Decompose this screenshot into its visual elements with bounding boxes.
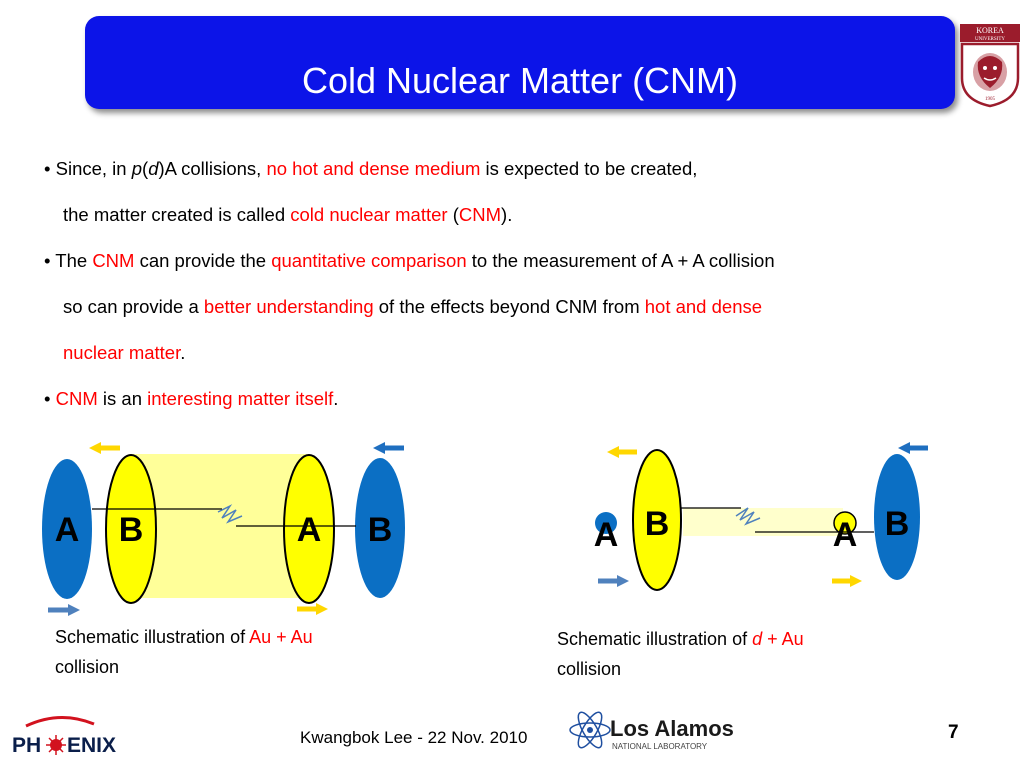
text-run: )A collisions, [158, 158, 267, 179]
highlight-text: cold nuclear matter [290, 204, 448, 225]
korea-logo-top-text: KOREA [976, 26, 1004, 35]
caption-highlight: Au + Au [249, 627, 313, 647]
highlight-text: interesting matter itself [147, 388, 334, 409]
bullet-list [44, 146, 1004, 422]
bullet-2-line-3 [44, 330, 1004, 376]
highlight-text: hot and dense [644, 296, 763, 317]
text-run: ). [501, 204, 513, 225]
caption-highlight: + Au [762, 629, 804, 649]
lanl-name: Los Alamos [610, 716, 734, 741]
lanl-subtitle: NATIONAL LABORATORY [612, 742, 708, 751]
page-number: 7 [948, 722, 959, 743]
caption-text: collision [557, 659, 622, 679]
highlight-text: better understanding [203, 296, 374, 317]
label-b: B [118, 511, 144, 549]
text-run: to the measurement of A + A collision [466, 250, 775, 271]
sun-icon [46, 735, 66, 755]
text-run: Since, in [50, 158, 132, 179]
bullet-marker: • [44, 388, 51, 409]
korea-logo-year: 1905 [985, 97, 995, 102]
caption-d-au [557, 624, 804, 684]
label-a: A [832, 516, 858, 554]
collision-diagrams [0, 420, 1024, 650]
label-b: B [884, 505, 910, 543]
phenix-text-left: PH [12, 734, 42, 757]
highlight-text: CNM [92, 250, 135, 271]
caption-highlight-italic: d [752, 629, 763, 649]
au-au-diagram [42, 448, 405, 610]
footer-author: Kwangbok Lee - 22 Nov. 2010 [300, 728, 528, 747]
highlight-text: nuclear matter [63, 342, 181, 363]
text-run: can provide the [134, 250, 272, 271]
atom-icon [570, 709, 610, 751]
caption-text: collision [55, 657, 120, 677]
label-b: B [367, 511, 393, 549]
text-run: . [180, 342, 186, 363]
highlight-text: no hot and dense medium [266, 158, 481, 179]
caption-text: Schematic illustration of [557, 629, 753, 649]
korea-university-logo [958, 22, 1022, 108]
phenix-logo [12, 714, 136, 758]
text-run: is an [97, 388, 148, 409]
title-bar [85, 16, 955, 109]
label-a: A [54, 511, 80, 549]
text-run: of the effects beyond CNM from [373, 296, 645, 317]
text-run: . [333, 388, 339, 409]
text-run: is expected to be created, [480, 158, 698, 179]
text-run-italic: d [148, 158, 159, 179]
text-run-italic: p [131, 158, 143, 179]
slide-title: Cold Nuclear Matter (CNM) [301, 60, 739, 101]
bullet-1-line-1 [44, 146, 1004, 192]
bullet-3-line-1 [44, 376, 1004, 422]
bullet-1-line-2 [44, 192, 1004, 238]
label-b: B [644, 505, 670, 543]
korea-logo-bottom-text: UNIVERSITY [975, 37, 1005, 42]
bullet-2-line-1 [44, 238, 1004, 284]
text-run: ( [447, 204, 459, 225]
bullet-2-line-2 [44, 284, 1004, 330]
phenix-text-right: ENIX [67, 734, 117, 757]
los-alamos-logo [568, 704, 734, 756]
text-run: ( [142, 158, 149, 179]
highlight-text: quantitative comparison [271, 250, 467, 271]
highlight-text: CNM [55, 388, 98, 409]
text-run: so can provide a [63, 296, 204, 317]
highlight-text: CNM [458, 204, 502, 225]
bullet-marker: • [44, 158, 51, 179]
d-au-diagram [594, 448, 928, 590]
text-run: the matter created is called [63, 204, 291, 225]
label-a: A [593, 516, 619, 554]
bullet-marker: • [44, 250, 51, 271]
caption-au-au [55, 622, 313, 682]
text-run: The [50, 250, 93, 271]
caption-text: Schematic illustration of [55, 627, 250, 647]
label-a: A [296, 511, 322, 549]
